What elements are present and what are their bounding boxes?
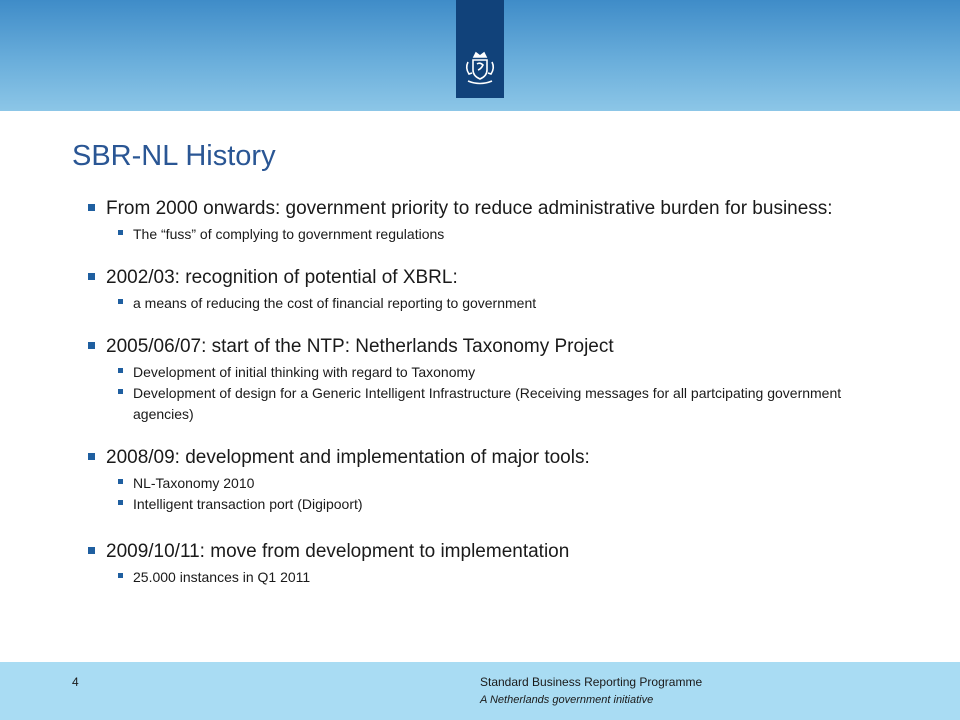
logo-ribbon	[456, 0, 504, 98]
dutch-coat-of-arms-icon	[460, 48, 500, 88]
bullet-item	[88, 196, 888, 245]
sub-bullet-item	[118, 473, 888, 494]
footer-band	[0, 662, 960, 720]
footer-programme: Standard Business Reporting Programme	[480, 675, 703, 689]
sub-bullet-item	[118, 567, 888, 588]
square-bullet-icon	[88, 453, 95, 460]
slide-title: SBR-NL History	[72, 140, 276, 172]
square-bullet-icon	[118, 389, 123, 394]
square-bullet-icon	[118, 299, 123, 304]
bullet-text: 2008/09: development and implementation of major tools:	[106, 447, 590, 468]
sub-bullet-item	[118, 362, 888, 383]
square-bullet-icon	[88, 547, 95, 554]
square-bullet-icon	[118, 230, 123, 235]
bullet-item	[88, 334, 888, 425]
page-number: 4	[72, 675, 79, 689]
bullet-item	[88, 539, 888, 588]
sub-bullet-item	[118, 494, 888, 515]
bullet-text: 2002/03: recognition of potential of XBRL:	[106, 267, 458, 288]
bullet-text: From 2000 onwards: government priority to reduce administrative burden for business:	[106, 198, 833, 219]
sub-bullet-text: Intelligent transaction port (Digipoort)	[133, 496, 363, 512]
footer-subtitle: A Netherlands government initiative	[480, 694, 654, 706]
bullet-text: 2005/06/07: start of the NTP: Netherlands Taxonomy Project	[106, 336, 614, 357]
square-bullet-icon	[88, 204, 95, 211]
square-bullet-icon	[118, 368, 123, 373]
sub-bullet-item	[118, 293, 888, 314]
square-bullet-icon	[88, 342, 95, 349]
sub-bullet-text: a means of reducing the cost of financial reporting to government	[133, 295, 537, 311]
bullet-list	[88, 196, 888, 588]
bullet-item	[88, 265, 888, 314]
sub-bullet-text: Development of design for a Generic Intelligent Infrastructure (Receiving messages for all partcipating government agencies)	[133, 385, 842, 422]
square-bullet-icon	[118, 500, 123, 505]
sub-bullet-text: The “fuss” of complying to government regulations	[133, 226, 445, 242]
square-bullet-icon	[118, 573, 123, 578]
sub-bullet-text: Development of initial thinking with regard to Taxonomy	[133, 364, 476, 380]
sub-bullet-text: NL-Taxonomy 2010	[133, 475, 255, 491]
sub-bullet-item	[118, 383, 888, 425]
sub-bullet-item	[118, 224, 888, 245]
square-bullet-icon	[88, 273, 95, 280]
square-bullet-icon	[118, 479, 123, 484]
bullet-item	[88, 445, 888, 515]
bullet-text: 2009/10/11: move from development to implementation	[106, 541, 570, 562]
sub-bullet-text: 25.000 instances in Q1 2011	[133, 569, 311, 585]
